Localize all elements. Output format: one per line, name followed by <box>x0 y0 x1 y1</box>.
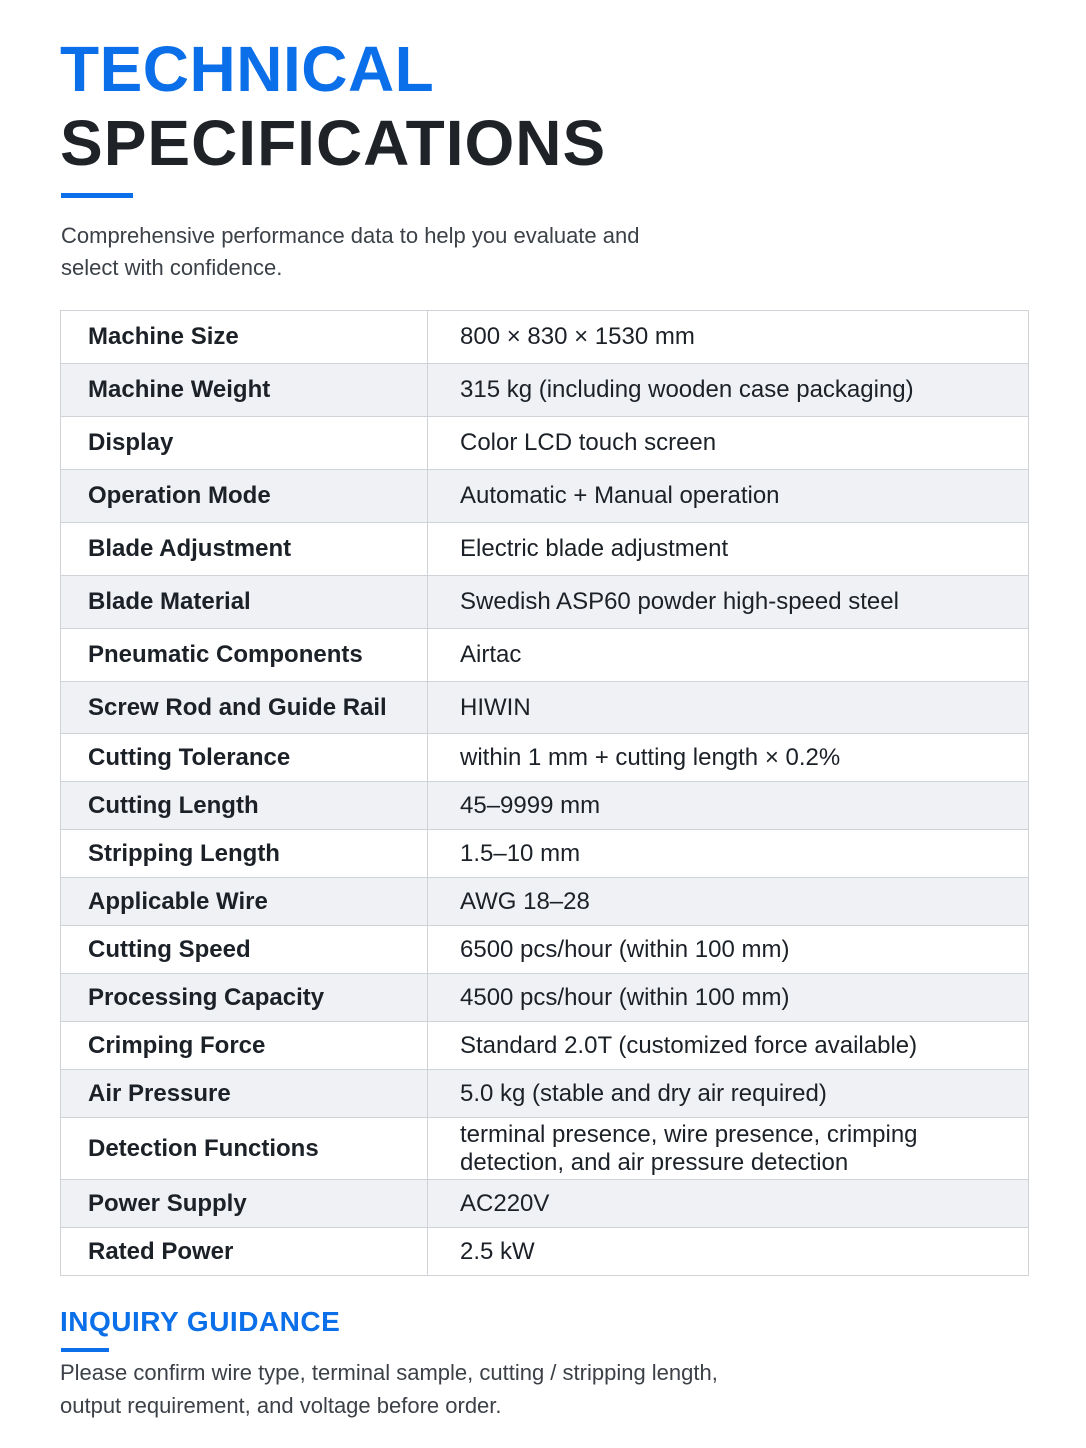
spec-table <box>60 310 1029 1276</box>
spec-label: Cutting Speed <box>61 926 428 974</box>
spec-value: 5.0 kg (stable and dry air required) <box>428 1070 1029 1118</box>
spec-value: 6500 pcs/hour (within 100 mm) <box>428 926 1029 974</box>
spec-row <box>61 523 1029 576</box>
spec-row <box>61 1228 1029 1276</box>
spec-label: Blade Material <box>61 576 428 629</box>
spec-value: 315 kg (including wooden case packaging) <box>428 364 1029 417</box>
spec-value: 800 × 830 × 1530 mm <box>428 311 1029 364</box>
spec-row <box>61 364 1029 417</box>
spec-row <box>61 830 1029 878</box>
page-title-line-2: SPECIFICATIONS <box>60 107 607 179</box>
inquiry-text: Please confirm wire type, terminal sample, cutting / stripping length, output requirement, and voltage before order. <box>60 1360 718 1418</box>
spec-label: Stripping Length <box>61 830 428 878</box>
spec-row <box>61 629 1029 682</box>
spec-value: Electric blade adjustment <box>428 523 1029 576</box>
spec-row <box>61 470 1029 523</box>
spec-label: Pneumatic Components <box>61 629 428 682</box>
spec-label: Machine Weight <box>61 364 428 417</box>
spec-row <box>61 1118 1029 1180</box>
spec-value: Standard 2.0T (customized force available) <box>428 1022 1029 1070</box>
spec-row <box>61 1022 1029 1070</box>
spec-value: within 1 mm + cutting length × 0.2% <box>428 734 1029 782</box>
spec-row <box>61 734 1029 782</box>
spec-value: Color LCD touch screen <box>428 417 1029 470</box>
spec-label: Cutting Tolerance <box>61 734 428 782</box>
spec-value: AWG 18–28 <box>428 878 1029 926</box>
spec-value: Airtac <box>428 629 1029 682</box>
spec-row <box>61 1070 1029 1118</box>
spec-label: Detection Functions <box>61 1118 428 1180</box>
spec-label: Screw Rod and Guide Rail <box>61 682 428 734</box>
spec-value: terminal presence, wire presence, crimping detection, and air pressure detection <box>428 1118 1029 1180</box>
spec-label: Rated Power <box>61 1228 428 1276</box>
spec-value: Swedish ASP60 powder high-speed steel <box>428 576 1029 629</box>
spec-row <box>61 417 1029 470</box>
page-title-line-1: TECHNICAL <box>60 33 435 105</box>
spec-label: Blade Adjustment <box>61 523 428 576</box>
spec-row <box>61 1180 1029 1228</box>
spec-label: Machine Size <box>61 311 428 364</box>
inquiry-title: INQUIRY GUIDANCE <box>60 1306 341 1337</box>
spec-label: Power Supply <box>61 1180 428 1228</box>
spec-value: 2.5 kW <box>460 1237 535 1265</box>
spec-row <box>61 878 1029 926</box>
spec-label: Display <box>61 417 428 470</box>
spec-value: 1.5–10 mm <box>428 830 1029 878</box>
spec-label: Operation Mode <box>61 470 428 523</box>
spec-table-body <box>61 311 1029 1276</box>
spec-label: Air Pressure <box>61 1070 428 1118</box>
spec-value: HIWIN <box>428 682 1029 734</box>
inquiry-accent-rule <box>61 1348 109 1352</box>
spec-value: AC220V <box>428 1180 1029 1228</box>
intro-text: Comprehensive performance data to help you evaluate and select with confidence. <box>61 223 640 280</box>
spec-label: Cutting Length <box>61 782 428 830</box>
spec-label: Processing Capacity <box>61 974 428 1022</box>
spec-label: Applicable Wire <box>61 878 428 926</box>
spec-row <box>61 682 1029 734</box>
spec-row <box>61 311 1029 364</box>
spec-value: 45–9999 mm <box>428 782 1029 830</box>
spec-row <box>61 576 1029 629</box>
spec-row <box>61 926 1029 974</box>
spec-row <box>61 782 1029 830</box>
spec-row <box>61 974 1029 1022</box>
spec-value: 4500 pcs/hour (within 100 mm) <box>428 974 1029 1022</box>
spec-value: Automatic + Manual operation <box>428 470 1029 523</box>
title-accent-rule <box>61 193 133 198</box>
spec-label: Crimping Force <box>61 1022 428 1070</box>
